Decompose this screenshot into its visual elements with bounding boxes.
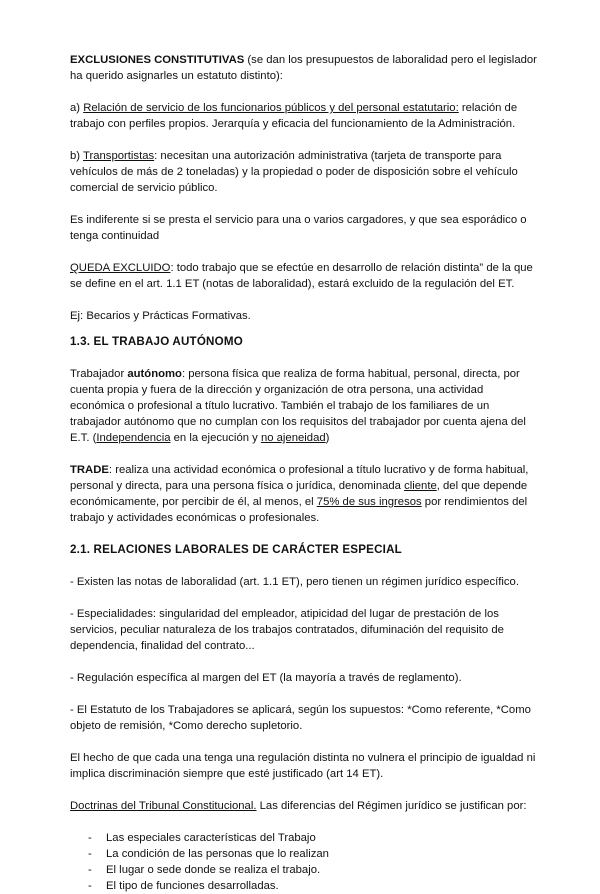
underlined-term: QUEDA EXCLUIDO — [70, 262, 171, 274]
list-justificaciones — [70, 830, 540, 894]
paragraph-text: , del que depende económicamente, por percibir de él, al menos, el — [70, 480, 528, 508]
paragraph-queda-excluido — [70, 260, 540, 292]
paragraph-text: : realiza una actividad económica o profesional a título lucrativo y de forma habitual, personal y directa, para una persona física o jurídica, denominada — [70, 464, 529, 492]
list-item: - El lugar o sede donde se realiza el trabajo. — [106, 862, 540, 878]
list-item: - Las especiales características del Trabajo — [106, 830, 540, 846]
paragraph-text: en la ejecución y — [170, 432, 261, 444]
bold-term: TRADE — [70, 464, 109, 476]
heading-inline: EXCLUSIONES CONSTITUTIVAS — [70, 54, 245, 66]
paragraph-exclusiones — [70, 52, 540, 84]
paragraph-notas-laboralidad: - Existen las notas de laboralidad (art. 1.1 ET), pero tienen un régimen jurídico específico. — [70, 576, 519, 588]
paragraph-igualdad: El hecho de que cada una tenga una regulación distinta no vulnera el principio de igualdad ni implica discriminación siempre que esté justificado (art 14 ET). — [70, 752, 536, 780]
paragraph-text: relación de trabajo con perfiles propios. Jerarquía y eficacia del funcionamiento de la Administración. — [70, 102, 518, 130]
item-prefix: a) — [70, 102, 84, 114]
paragraph-especialidades: - Especialidades: singularidad del empleador, atipicidad del lugar de prestación de los servicios, peculiar naturaleza de los trabajos contratados, difuminación del requisito de dependencia, finalidad del contrato... — [70, 608, 504, 652]
underlined-term: Relación de servicio de los funcionarios públicos y del personal estatutario: — [83, 102, 459, 114]
paragraph-ejemplo: Ej: Becarios y Prácticas Formativas. — [70, 310, 251, 322]
paragraph-regulacion: - Regulación específica al margen del ET (la mayoría a través de reglamento). — [70, 672, 462, 684]
underlined-term: 75% de sus ingresos — [316, 496, 422, 508]
list-item: - La condición de las personas que lo realizan — [106, 846, 540, 862]
paragraph-text: ) — [325, 432, 330, 444]
underlined-term: cliente — [404, 480, 437, 492]
paragraph-item-a — [70, 100, 540, 132]
paragraph-indiferente: Es indiferente si se presta el servicio para una o varios cargadores, y que sea esporádico o tenga continuidad — [70, 214, 527, 242]
list-item: - El tipo de funciones desarrolladas. — [106, 878, 540, 894]
underlined-term: Doctrinas del Tribunal Constitucional. — [70, 800, 257, 812]
underlined-term: Transportistas — [82, 150, 155, 162]
paragraph-item-b — [70, 148, 540, 196]
section-heading-autonomo: 1.3. EL TRABAJO AUTÓNOMO — [70, 335, 243, 348]
bold-term: autónomo — [127, 368, 182, 380]
paragraph-trabajador-autonomo — [70, 366, 540, 446]
paragraph-doctrinas — [70, 798, 540, 814]
paragraph-text: por rendimientos del trabajo y actividades económicas o profesionales. — [70, 496, 528, 524]
paragraph-text: : necesitan una autorización administrativa (tarjeta de transporte para vehículos de más de 2 toneladas) y la propiedad o poder de disposición sobre el vehículo comercial de servicio público. — [70, 150, 518, 194]
section-heading-relaciones-especiales: 2.1. RELACIONES LABORALES DE CARÁCTER ESPECIAL — [70, 543, 402, 556]
paragraph-text: Trabajador — [70, 368, 128, 380]
paragraph-estatuto: - El Estatuto de los Trabajadores se aplicará, según los supuestos: *Como referente, *Como objeto de remisión, *Como derecho supletorio. — [70, 704, 531, 732]
underlined-term: Independencia — [96, 432, 171, 444]
paragraph-text: : todo trabajo que se efectúe en desarrollo de relación distinta” de la que se define en el art. 1.1 ET (notas de laboralidad), estará excluido de la regulación del ET. — [70, 262, 533, 290]
paragraph-text: : persona física que realiza de forma habitual, personal, directa, por cuenta propia y fuera de la dirección y organización de otra persona, una actividad económica o profesional a título lucrativo. También el trabajo de los familiares de un trabajador autónomo que no cumplan con los requisitos del trabajador por cuenta ajena del E.T. ( — [70, 368, 526, 444]
paragraph-text: (se dan los presupuestos de laboralidad pero el legislador ha querido asignarles un estatuto distinto): — [70, 54, 537, 82]
item-prefix: b) — [70, 150, 83, 162]
paragraph-trade — [70, 462, 540, 526]
underlined-term: no ajeneidad — [260, 432, 326, 444]
paragraph-text: Las diferencias del Régimen jurídico se justifican por: — [256, 800, 527, 812]
